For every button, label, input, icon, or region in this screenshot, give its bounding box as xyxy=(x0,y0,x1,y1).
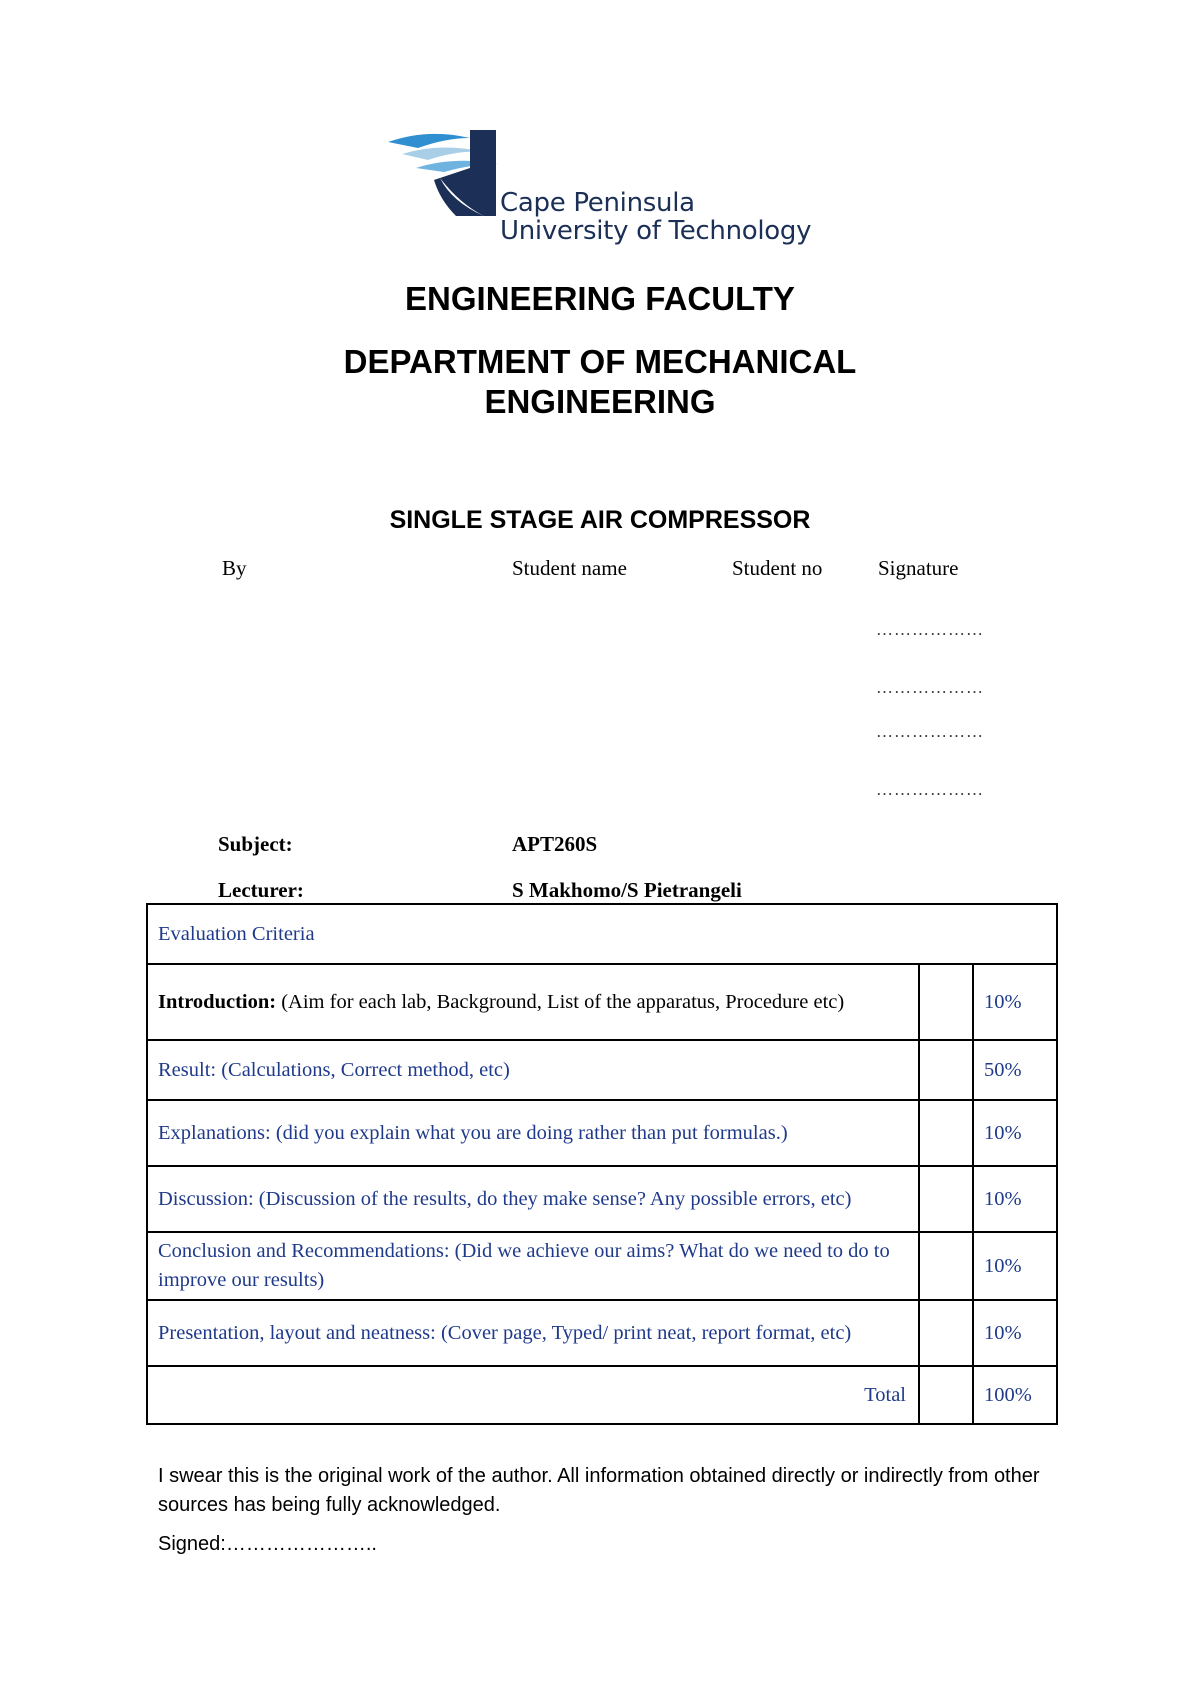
signature-line-2: ……………… xyxy=(876,678,984,697)
criterion-cell xyxy=(147,964,919,1040)
percent-cell: 10% xyxy=(973,1100,1057,1166)
department-line2: ENGINEERING xyxy=(484,383,716,420)
report-title: SINGLE STAGE AIR COMPRESSOR xyxy=(389,506,811,534)
evaluation-table xyxy=(146,903,1058,1425)
table-row xyxy=(147,1100,1057,1166)
signature-line-4: ……………… xyxy=(876,780,984,799)
subject-value: APT260S xyxy=(512,832,598,856)
subject-label: Subject: xyxy=(218,832,293,856)
table-row xyxy=(147,1040,1057,1100)
percent-cell: 10% xyxy=(973,1166,1057,1232)
total-label: Total xyxy=(147,1366,919,1424)
table-header-row xyxy=(147,904,1057,964)
evaluation-criteria-header: Evaluation Criteria xyxy=(147,904,1057,964)
signed-line: Signed:………………….. xyxy=(158,1533,377,1555)
mark-cell xyxy=(919,1300,973,1366)
percent-cell: 10% xyxy=(973,964,1057,1040)
department-line1: DEPARTMENT OF MECHANICAL xyxy=(343,343,857,380)
percent-cell: 10% xyxy=(973,1300,1057,1366)
table-row xyxy=(147,1232,1057,1300)
mark-cell xyxy=(919,1366,973,1424)
criterion-label: Conclusion and Recommendations: (Did we achieve our aims? What do we need to do to improve our results) xyxy=(147,1232,919,1300)
signature-header: Signature xyxy=(878,556,959,580)
declaration-text: I swear this is the original work of the author. All information obtained directly or indirectly from other sources has being fully acknowledged. xyxy=(158,1465,1040,1516)
percent-cell: 50% xyxy=(973,1040,1057,1100)
table-row xyxy=(147,1300,1057,1366)
criterion-label: Explanations: (did you explain what you are doing rather than put formulas.) xyxy=(147,1100,919,1166)
mark-cell xyxy=(919,1100,973,1166)
student-no-header: Student no xyxy=(732,556,823,580)
signature-line-1: ……………… xyxy=(876,620,984,639)
mark-cell xyxy=(919,1040,973,1100)
mark-cell xyxy=(919,1232,973,1300)
department-heading xyxy=(0,342,1200,422)
lecturer-value: S Makhomo/S Pietrangeli xyxy=(512,878,742,902)
total-percent: 100% xyxy=(973,1366,1057,1424)
criterion-label: Discussion: (Discussion of the results, do they make sense? Any possible errors, etc) xyxy=(147,1166,919,1232)
table-row xyxy=(147,1166,1057,1232)
criterion-label: (Aim for each lab, Background, List of the apparatus, Procedure etc) xyxy=(276,990,845,1013)
criterion-bold-label: Introduction: xyxy=(158,990,277,1013)
logo-text-line1: Cape Peninsula xyxy=(500,188,695,218)
signature-line-3: ……………… xyxy=(876,722,984,741)
mark-cell xyxy=(919,964,973,1040)
student-name-header: Student name xyxy=(512,556,627,580)
total-row xyxy=(147,1366,1057,1424)
table-row xyxy=(147,964,1057,1040)
criterion-label: Result: (Calculations, Correct method, etc) xyxy=(147,1040,919,1100)
percent-cell: 10% xyxy=(973,1232,1057,1300)
lecturer-label: Lecturer: xyxy=(218,878,304,902)
criterion-label: Presentation, layout and neatness: (Cover page, Typed/ print neat, report format, etc) xyxy=(147,1300,919,1366)
logo-text-line2: University of Technology xyxy=(500,216,812,246)
by-label: By xyxy=(222,556,247,580)
mark-cell xyxy=(919,1166,973,1232)
faculty-heading: ENGINEERING FACULTY xyxy=(405,280,795,317)
university-logo xyxy=(388,128,848,258)
